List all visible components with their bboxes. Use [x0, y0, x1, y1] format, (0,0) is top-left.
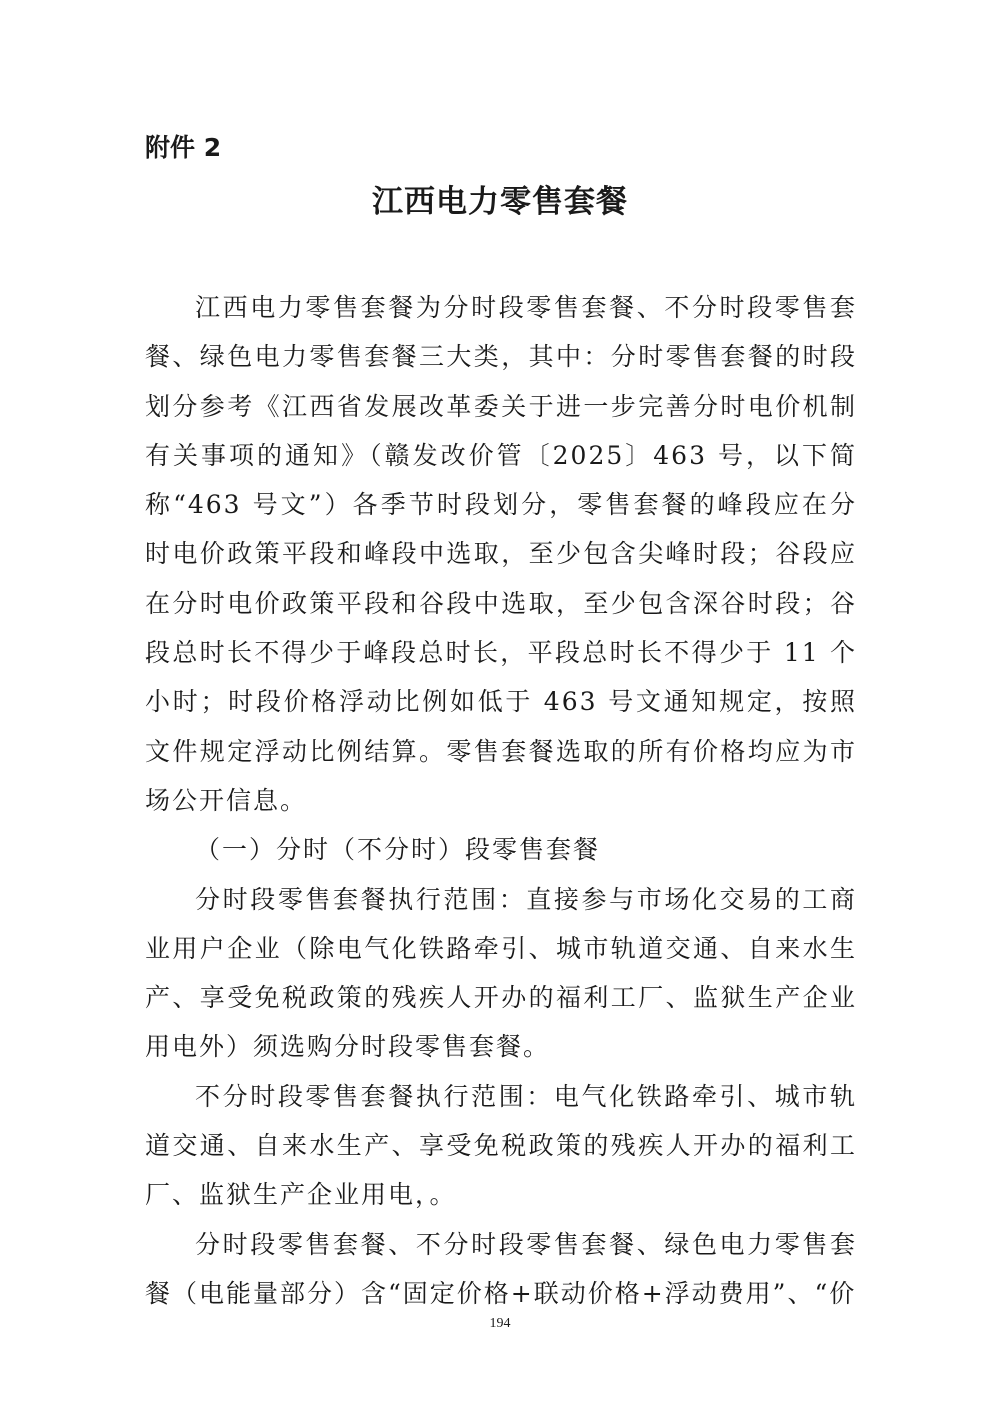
paragraph-intro: 江西电力零售套餐为分时段零售套餐、不分时段零售套餐、绿色电力零售套餐三大类，其中：分时零售套餐的时段划分参考《江西省发展改革委关于进一步完善分时电价机制有关事项的通知》（赣发改价管〔2025〕463 号，以下简称“463 号文”）各季节时段划分，零售套餐的峰段应在分时电价政策平段和峰段中选取，至少包含尖峰时段；谷段应在分时电价政策平段和谷段中选取，至少包含深谷时段；谷段总时长不得少于峰段总时长，平段总时长不得少于 11 个小时；时段价格浮动比例如低于 463 号文通知规定，按照文件规定浮动比例结算。零售套餐选取的所有价格均应为市场公开信息。: [145, 293, 857, 815]
attachment-label: 附件 2: [145, 133, 222, 162]
document-title: 江西电力零售套餐: [372, 184, 628, 220]
document-body: [145, 283, 857, 1318]
section-heading: （一）分时（不分时）段零售套餐: [195, 835, 601, 865]
paragraph-pricing: 分时段零售套餐、不分时段零售套餐、绿色电力零售套餐（电能量部分）含“固定价格+联动价格+浮动费用”、“价: [145, 1229, 857, 1308]
page-number: 194: [489, 1316, 511, 1331]
paragraph-time-of-use-scope: 分时段零售套餐执行范围：直接参与市场化交易的工商业用户企业（除电气化铁路牵引、城市轨道交通、自来水生产、享受免税政策的残疾人开办的福利工厂、监狱生产企业用电外）须选购分时段零售套餐。: [145, 884, 857, 1062]
paragraph-non-time-of-use-scope: 不分时段零售套餐执行范围：电气化铁路牵引、城市轨道交通、自来水生产、享受免税政策的残疾人开办的福利工厂、监狱生产企业用电，。: [145, 1081, 857, 1210]
